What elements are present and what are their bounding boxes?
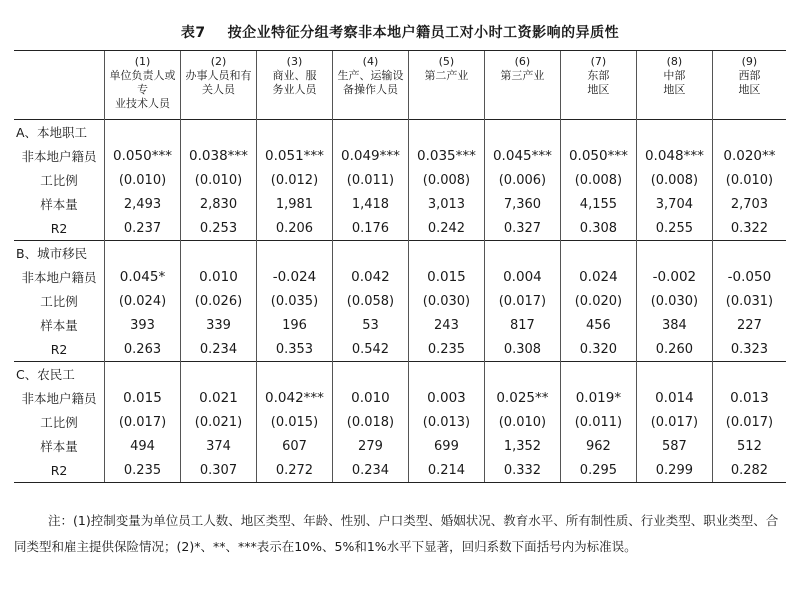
column-header-1 bbox=[105, 51, 181, 120]
table-cell: 0.019* bbox=[560, 386, 636, 410]
table-cell bbox=[560, 120, 636, 145]
table-cell: 0.038*** bbox=[181, 144, 257, 168]
table-cell bbox=[484, 241, 560, 266]
table-cell bbox=[181, 241, 257, 266]
table-cell: 0.050*** bbox=[560, 144, 636, 168]
column-label-line2: 地区 bbox=[738, 83, 761, 96]
table-title: 按企业特征分组考察非本地户籍员工对小时工资影响的异质性 bbox=[227, 25, 620, 41]
row-label: C、农民工 bbox=[14, 362, 105, 387]
row-label: 非本地户籍员 bbox=[21, 149, 97, 164]
table-cell: -0.002 bbox=[636, 265, 712, 289]
row-label: R2 bbox=[50, 220, 68, 236]
row-label: 样本量 bbox=[40, 197, 78, 212]
column-label-line1: 生产、运输设 bbox=[337, 69, 404, 82]
table-cell: (0.011) bbox=[332, 168, 408, 192]
table-cell: 0.255 bbox=[636, 216, 712, 241]
table-row bbox=[14, 289, 786, 313]
table-cell bbox=[408, 362, 484, 387]
row-label: 非本地户籍员 bbox=[21, 391, 97, 406]
column-header-7 bbox=[560, 51, 636, 120]
table-cell: (0.035) bbox=[256, 289, 332, 313]
table-row bbox=[14, 168, 786, 192]
table-cell: (0.017) bbox=[636, 410, 712, 434]
column-label-line1: 第二产业 bbox=[424, 69, 469, 82]
table-cell: 0.020** bbox=[712, 144, 786, 168]
table-cell: 1,352 bbox=[484, 434, 560, 458]
table-cell: (0.012) bbox=[256, 168, 332, 192]
table-cell: (0.011) bbox=[560, 410, 636, 434]
table-row bbox=[14, 313, 786, 337]
table-cell: -0.050 bbox=[712, 265, 786, 289]
table-cell: (0.006) bbox=[484, 168, 560, 192]
table-cell bbox=[256, 362, 332, 387]
table-cell: 0.320 bbox=[560, 337, 636, 362]
table-cell: (0.008) bbox=[636, 168, 712, 192]
table-cell: (0.024) bbox=[105, 289, 181, 313]
table-cell bbox=[560, 241, 636, 266]
column-number: (3) bbox=[286, 55, 303, 68]
table-cell: 0.035*** bbox=[408, 144, 484, 168]
table-cell: 1,418 bbox=[332, 192, 408, 216]
table-cell bbox=[408, 241, 484, 266]
table-cell: (0.026) bbox=[181, 289, 257, 313]
table-cell: 607 bbox=[256, 434, 332, 458]
column-label-line1: 中部 bbox=[663, 69, 686, 82]
table-cell: (0.008) bbox=[560, 168, 636, 192]
table-cell: 0.176 bbox=[332, 216, 408, 241]
table-cell: 0.353 bbox=[256, 337, 332, 362]
table-cell: (0.017) bbox=[105, 410, 181, 434]
table-cell bbox=[181, 120, 257, 145]
table-cell: 0.050*** bbox=[105, 144, 181, 168]
table-cell: 0.332 bbox=[484, 458, 560, 483]
table-note: 注：(1)控制变量为单位员工人数、地区类型、年龄、性别、户口类型、婚姻状况、教育水平、所有制性质、行业类型、职业类型、合同类型和雇主提供保险情况；(2)*、**、***表示在10%、5%和1%水平下显著，回归系数下面括号内为标准误。 bbox=[14, 513, 779, 554]
table-row bbox=[14, 362, 786, 387]
column-label-line2: 业技术人员 bbox=[115, 97, 170, 110]
table-cell: 3,013 bbox=[408, 192, 484, 216]
table-cell: 0.048*** bbox=[636, 144, 712, 168]
table-cell: (0.010) bbox=[712, 168, 786, 192]
column-header-9 bbox=[712, 51, 786, 120]
column-label-line2: 地区 bbox=[663, 83, 686, 96]
table-cell: 339 bbox=[181, 313, 257, 337]
column-label-line1: 商业、服 bbox=[272, 69, 317, 82]
table-cell: 587 bbox=[636, 434, 712, 458]
table-cell: 2,703 bbox=[712, 192, 786, 216]
column-label-line1: 单位负责人或专 bbox=[109, 69, 176, 96]
table-row bbox=[14, 386, 786, 410]
table-cell: 2,830 bbox=[181, 192, 257, 216]
table-cell: 0.322 bbox=[712, 216, 786, 241]
table-cell bbox=[105, 120, 181, 145]
column-label-line2: 地区 bbox=[587, 83, 610, 96]
table-cell: 2,493 bbox=[105, 192, 181, 216]
table-cell: 0.206 bbox=[256, 216, 332, 241]
table-cell: 0.042 bbox=[332, 265, 408, 289]
table-row bbox=[14, 216, 786, 241]
table-cell: 0.045* bbox=[105, 265, 181, 289]
table-cell: (0.010) bbox=[105, 168, 181, 192]
table-cell: 0.015 bbox=[105, 386, 181, 410]
row-label: 工比例 bbox=[40, 173, 78, 188]
table-cell: 196 bbox=[256, 313, 332, 337]
table-row bbox=[14, 241, 786, 266]
row-label: R2 bbox=[14, 458, 105, 483]
table-cell: (0.008) bbox=[408, 168, 484, 192]
column-number: (8) bbox=[666, 55, 683, 68]
table-cell: 0.299 bbox=[636, 458, 712, 483]
table-cell: 7,360 bbox=[484, 192, 560, 216]
column-header-2 bbox=[181, 51, 257, 120]
table-cell: 0.214 bbox=[408, 458, 484, 483]
table-row bbox=[14, 120, 786, 145]
table-caption bbox=[0, 22, 800, 42]
table-row bbox=[14, 458, 786, 483]
table-cell: 0.003 bbox=[408, 386, 484, 410]
table-cell bbox=[484, 120, 560, 145]
table-cell: 3,704 bbox=[636, 192, 712, 216]
column-number: (2) bbox=[210, 55, 227, 68]
table-cell bbox=[332, 120, 408, 145]
table-cell bbox=[256, 241, 332, 266]
row-label: 样本量 bbox=[40, 439, 78, 454]
table-cell: 1,981 bbox=[256, 192, 332, 216]
column-label-line2: 务业人员 bbox=[272, 83, 317, 96]
table-cell: 0.242 bbox=[408, 216, 484, 241]
table-row bbox=[14, 192, 786, 216]
table-cell: 0.235 bbox=[105, 458, 181, 483]
row-label: 样本量 bbox=[40, 318, 78, 333]
row-label: 工比例 bbox=[40, 415, 78, 430]
table-cell: 0.234 bbox=[332, 458, 408, 483]
table-cell: 393 bbox=[105, 313, 181, 337]
table-row bbox=[14, 265, 786, 289]
table-cell: 384 bbox=[636, 313, 712, 337]
table-cell: (0.017) bbox=[712, 410, 786, 434]
table-cell: (0.015) bbox=[256, 410, 332, 434]
table-cell bbox=[332, 362, 408, 387]
column-number: (6) bbox=[514, 55, 531, 68]
table-cell: (0.030) bbox=[408, 289, 484, 313]
table-cell bbox=[105, 241, 181, 266]
table-cell: 0.042*** bbox=[256, 386, 332, 410]
table-cell: (0.018) bbox=[332, 410, 408, 434]
column-label-line1: 西部 bbox=[738, 69, 761, 82]
table-row bbox=[14, 337, 786, 362]
table-cell: (0.031) bbox=[712, 289, 786, 313]
table-cell: 0.263 bbox=[105, 337, 181, 362]
table-cell: 0.272 bbox=[256, 458, 332, 483]
column-label-line2: 备操作人员 bbox=[342, 83, 398, 96]
table-cell: 0.542 bbox=[332, 337, 408, 362]
table-cell: 0.323 bbox=[712, 337, 786, 362]
table-cell: 0.024 bbox=[560, 265, 636, 289]
column-label-line2: 关人员 bbox=[201, 83, 235, 96]
table-cell: 0.234 bbox=[181, 337, 257, 362]
table-cell: 0.025** bbox=[484, 386, 560, 410]
column-header-8 bbox=[636, 51, 712, 120]
table-cell: 0.004 bbox=[484, 265, 560, 289]
table-cell: 456 bbox=[560, 313, 636, 337]
table-cell: 0.295 bbox=[560, 458, 636, 483]
table-cell: 0.237 bbox=[105, 216, 181, 241]
table-cell bbox=[560, 362, 636, 387]
column-number: (5) bbox=[438, 55, 455, 68]
table-cell bbox=[181, 362, 257, 387]
table-cell: -0.024 bbox=[256, 265, 332, 289]
table-cell bbox=[712, 120, 786, 145]
table-cell: 962 bbox=[560, 434, 636, 458]
table-cell: (0.021) bbox=[181, 410, 257, 434]
column-number: (9) bbox=[741, 55, 758, 68]
row-label: 非本地户籍员 bbox=[21, 270, 97, 285]
table-cell: (0.058) bbox=[332, 289, 408, 313]
column-header-6 bbox=[484, 51, 560, 120]
table-cell bbox=[712, 241, 786, 266]
row-label: A、本地职工 bbox=[14, 120, 105, 145]
table-cell bbox=[636, 241, 712, 266]
table-body bbox=[14, 120, 786, 483]
table-cell: 53 bbox=[332, 313, 408, 337]
table-cell: 227 bbox=[712, 313, 786, 337]
table-cell: 699 bbox=[408, 434, 484, 458]
table-cell: 0.235 bbox=[408, 337, 484, 362]
column-header-5 bbox=[408, 51, 484, 120]
table-row bbox=[14, 434, 786, 458]
table-row bbox=[14, 144, 786, 168]
table-cell: 0.010 bbox=[181, 265, 257, 289]
column-number: (1) bbox=[134, 55, 151, 68]
row-label: 工比例 bbox=[40, 294, 78, 309]
header-row bbox=[14, 51, 786, 120]
results-table bbox=[14, 50, 786, 483]
column-number: (7) bbox=[590, 55, 607, 68]
table-cell: 0.021 bbox=[181, 386, 257, 410]
column-number: (4) bbox=[362, 55, 379, 68]
table-cell: 0.307 bbox=[181, 458, 257, 483]
table-cell: 0.308 bbox=[484, 337, 560, 362]
table-cell: 374 bbox=[181, 434, 257, 458]
table-cell: 0.049*** bbox=[332, 144, 408, 168]
table-cell: 0.051*** bbox=[256, 144, 332, 168]
table-cell: 512 bbox=[712, 434, 786, 458]
table-cell bbox=[484, 362, 560, 387]
table-cell: 243 bbox=[408, 313, 484, 337]
table-cell: (0.013) bbox=[408, 410, 484, 434]
table-number: 表7 bbox=[180, 25, 206, 41]
table-cell bbox=[636, 120, 712, 145]
table-cell: 0.013 bbox=[712, 386, 786, 410]
row-label: R2 bbox=[50, 341, 68, 357]
table-cell: (0.017) bbox=[484, 289, 560, 313]
table-cell: (0.010) bbox=[484, 410, 560, 434]
table-cell: (0.020) bbox=[560, 289, 636, 313]
column-label-line1: 东部 bbox=[587, 69, 610, 82]
table-cell: 0.045*** bbox=[484, 144, 560, 168]
table-cell: 0.010 bbox=[332, 386, 408, 410]
table-cell: 0.260 bbox=[636, 337, 712, 362]
table-cell bbox=[105, 362, 181, 387]
row-label: B、城市移民 bbox=[14, 241, 105, 266]
table-cell bbox=[712, 362, 786, 387]
table-cell: 0.253 bbox=[181, 216, 257, 241]
table-cell bbox=[636, 362, 712, 387]
table-cell: 0.308 bbox=[560, 216, 636, 241]
column-header-3 bbox=[256, 51, 332, 120]
table-row bbox=[14, 410, 786, 434]
table-cell bbox=[256, 120, 332, 145]
table-cell: 0.015 bbox=[408, 265, 484, 289]
table-cell: 4,155 bbox=[560, 192, 636, 216]
header-corner bbox=[14, 51, 105, 120]
table-cell: 0.282 bbox=[712, 458, 786, 483]
column-header-4 bbox=[332, 51, 408, 120]
column-label-line1: 第三产业 bbox=[500, 69, 545, 82]
table-cell: (0.010) bbox=[181, 168, 257, 192]
table-cell: 817 bbox=[484, 313, 560, 337]
table-cell: 279 bbox=[332, 434, 408, 458]
table-cell bbox=[332, 241, 408, 266]
table-cell: 0.327 bbox=[484, 216, 560, 241]
column-label-line1: 办事人员和有 bbox=[185, 69, 252, 82]
table-cell: 0.014 bbox=[636, 386, 712, 410]
table-cell bbox=[408, 120, 484, 145]
table-cell: 494 bbox=[105, 434, 181, 458]
table-cell: (0.030) bbox=[636, 289, 712, 313]
